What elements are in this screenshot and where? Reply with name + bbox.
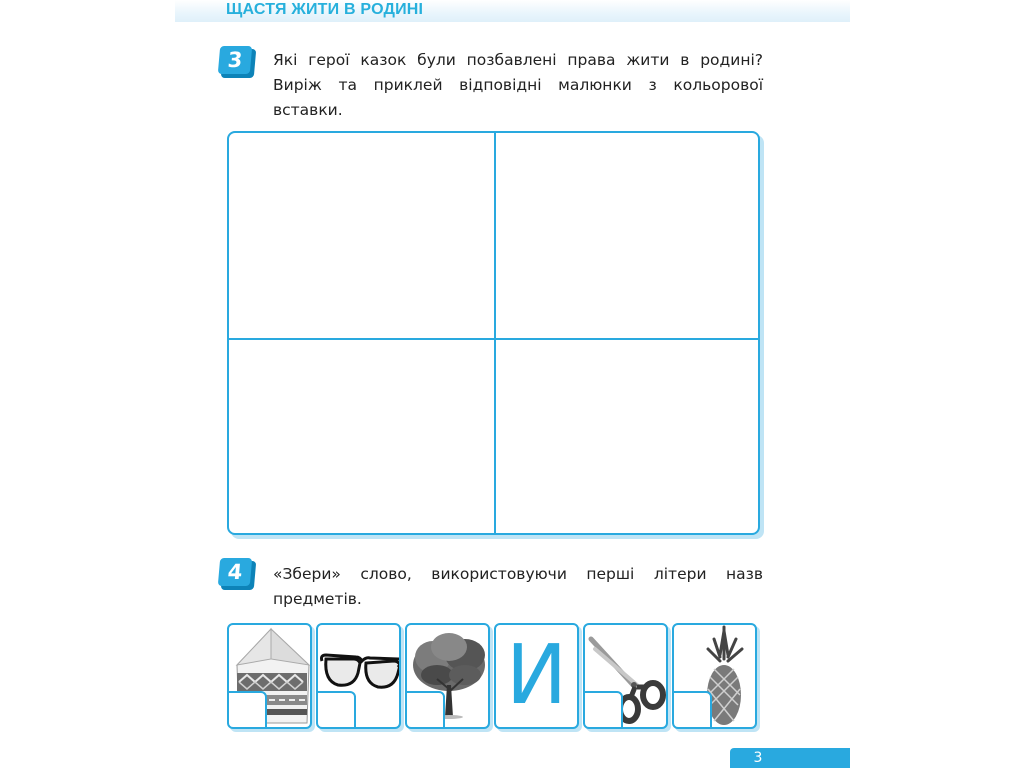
picture-card [405,623,490,729]
paste-cell[interactable] [229,340,494,533]
task-4-number-badge [219,558,255,590]
letter-card [494,623,579,729]
word-cards [227,623,767,733]
picture-card [316,623,401,729]
task-4-instruction: «Збери» слово, використовуючи перші літери назв предметів. [273,565,763,608]
section-title: ЩАСТЯ ЖИТИ В РОДИНІ [226,1,424,18]
picture-card [227,623,312,729]
page-number: 3 [753,750,763,766]
letter-answer-box[interactable] [583,691,623,729]
letter-answer-box[interactable] [672,691,712,729]
paste-cell[interactable] [496,133,758,338]
picture-card [583,623,668,729]
letter-answer-box[interactable] [405,691,445,729]
paste-grid [227,131,760,535]
task-4-number: 4 [218,558,252,586]
given-letter: И [505,628,568,723]
letter-answer-box[interactable] [227,691,267,729]
letter-answer-box[interactable] [316,691,356,729]
task-3-number-badge [219,46,255,78]
task-3-number: 3 [218,46,252,74]
picture-card [672,623,757,729]
paste-cell[interactable] [229,133,494,338]
paste-cell[interactable] [496,340,758,533]
task-3-instruction: Які герої казок були позбавлені права жити в родині? Виріж та приклей відповідні малюнки з кольорової вставки. [273,51,763,119]
